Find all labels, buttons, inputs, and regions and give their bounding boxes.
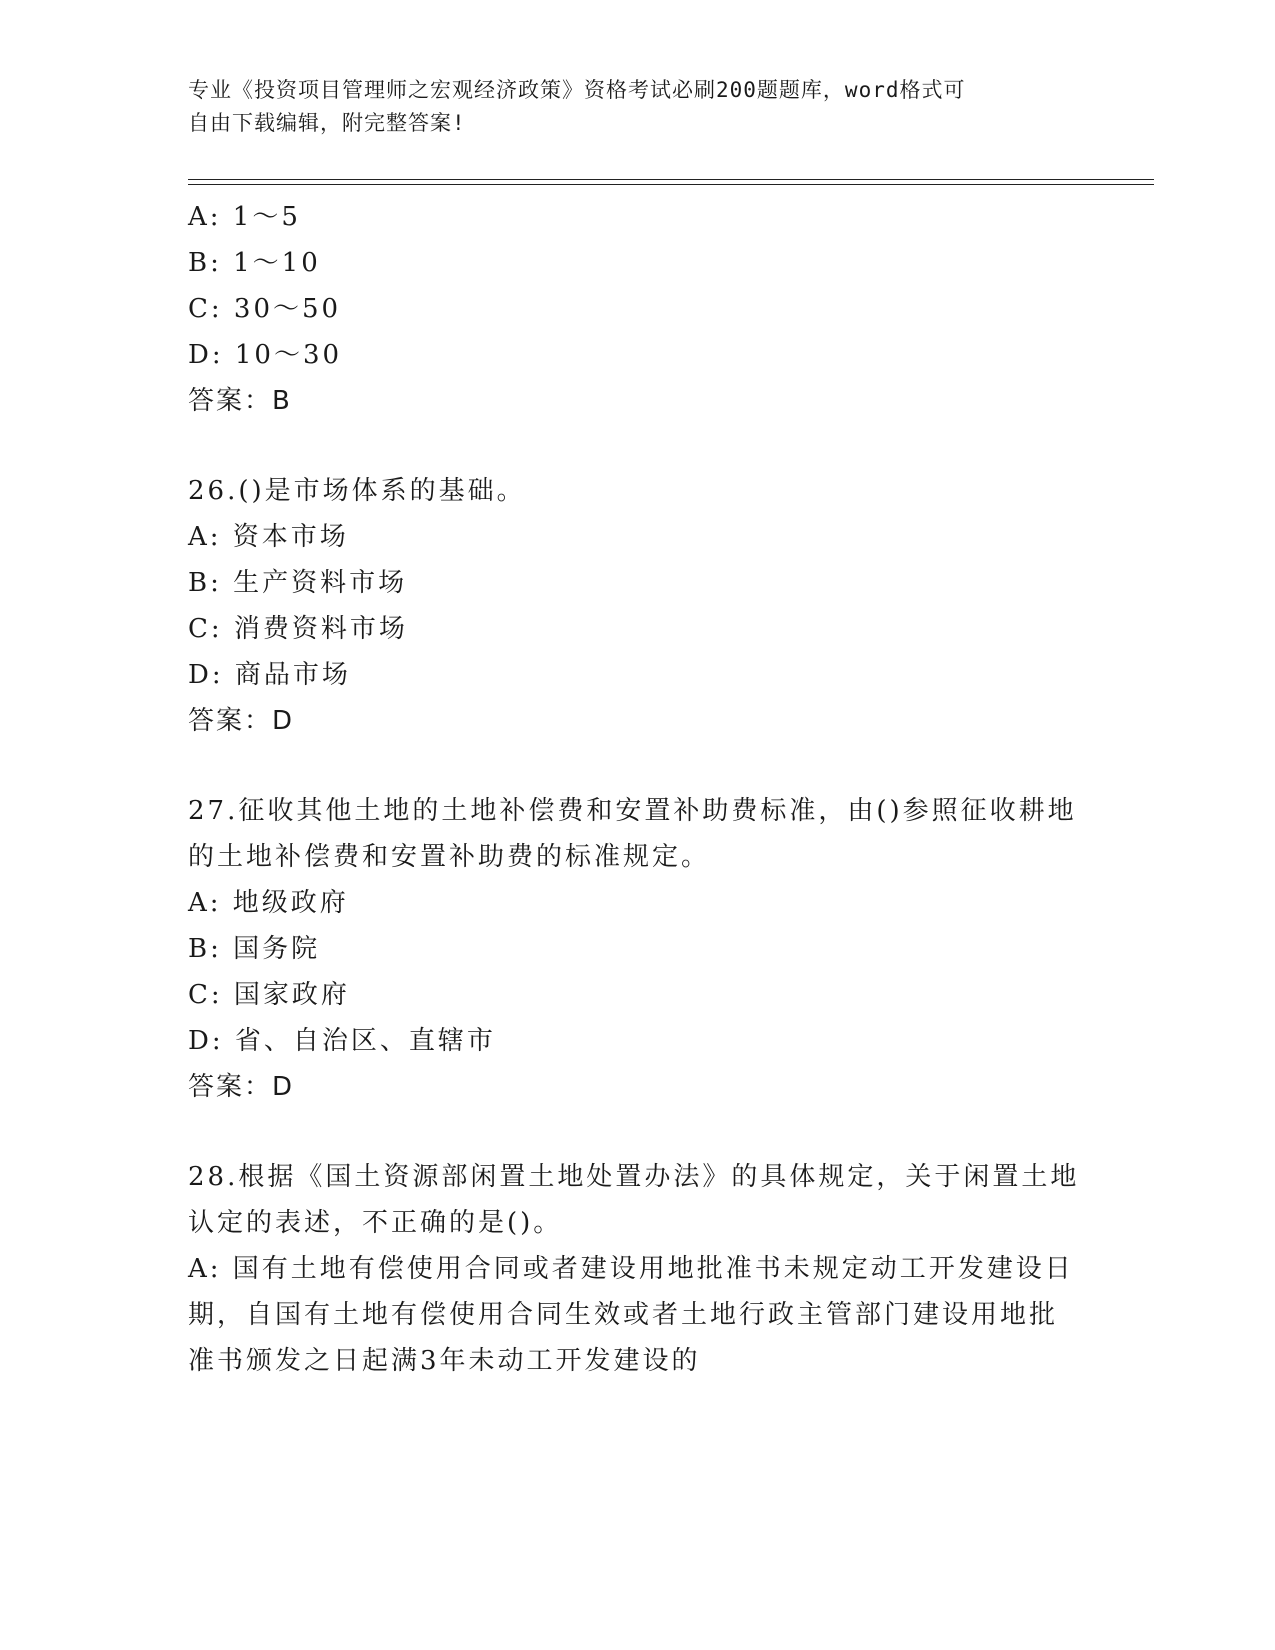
option-d: D: 10～30 [188, 340, 343, 370]
option-a: A: 资本市场 [188, 522, 349, 552]
option-d: D: 商品市场 [188, 660, 351, 690]
question-text-line-1: 27.征收其他土地的土地补偿费和安置补助费标准，由()参照征收耕地 [188, 796, 1077, 826]
option-d: D: 省、自治区、直辖市 [188, 1026, 496, 1056]
question-text-line-2: 的土地补偿费和安置补助费的标准规定。 [188, 842, 711, 872]
answer: 答案：D [188, 1072, 295, 1102]
question-28 [188, 1154, 1088, 1384]
header-line-2: 自由下载编辑，附完整答案! [188, 111, 466, 135]
spacer [188, 1110, 1088, 1154]
option-a-line-3: 准书颁发之日起满3年未动工开发建设的 [188, 1346, 701, 1376]
question-text-line-1: 28.根据《国土资源部闲置土地处置办法》的具体规定，关于闲置土地 [188, 1162, 1080, 1192]
header-rule-top [188, 179, 1154, 180]
header-line-1: 专业《投资项目管理师之宏观经济政策》资格考试必刷200题题库，word格式可 [188, 78, 966, 102]
document-header [188, 74, 1068, 140]
option-c: C: 消费资料市场 [188, 614, 408, 644]
option-b: B: 1～10 [188, 248, 321, 278]
question-25 [188, 194, 1088, 424]
question-text: 26.()是市场体系的基础。 [188, 476, 526, 506]
option-a: A: 地级政府 [188, 888, 349, 918]
option-a-line-1: A: 国有土地有偿使用合同或者建设用地批准书未规定动工开发建设日 [188, 1254, 1074, 1284]
question-27 [188, 788, 1088, 1110]
option-b: B: 生产资料市场 [188, 568, 408, 598]
question-26 [188, 468, 1088, 744]
answer: 答案：D [188, 706, 295, 736]
header-rule-bottom [188, 184, 1154, 185]
option-a-line-2: 期，自国有土地有偿使用合同生效或者土地行政主管部门建设用地批 [188, 1300, 1059, 1330]
option-c: C: 国家政府 [188, 980, 350, 1010]
question-text-line-2: 认定的表述，不正确的是()。 [188, 1208, 563, 1238]
option-c: C: 30～50 [188, 294, 342, 324]
spacer [188, 424, 1088, 468]
document-body [188, 194, 1088, 1384]
spacer [188, 744, 1088, 788]
option-b: B: 国务院 [188, 934, 321, 964]
option-a: A: 1～5 [188, 202, 301, 232]
answer: 答案：B [188, 386, 292, 416]
